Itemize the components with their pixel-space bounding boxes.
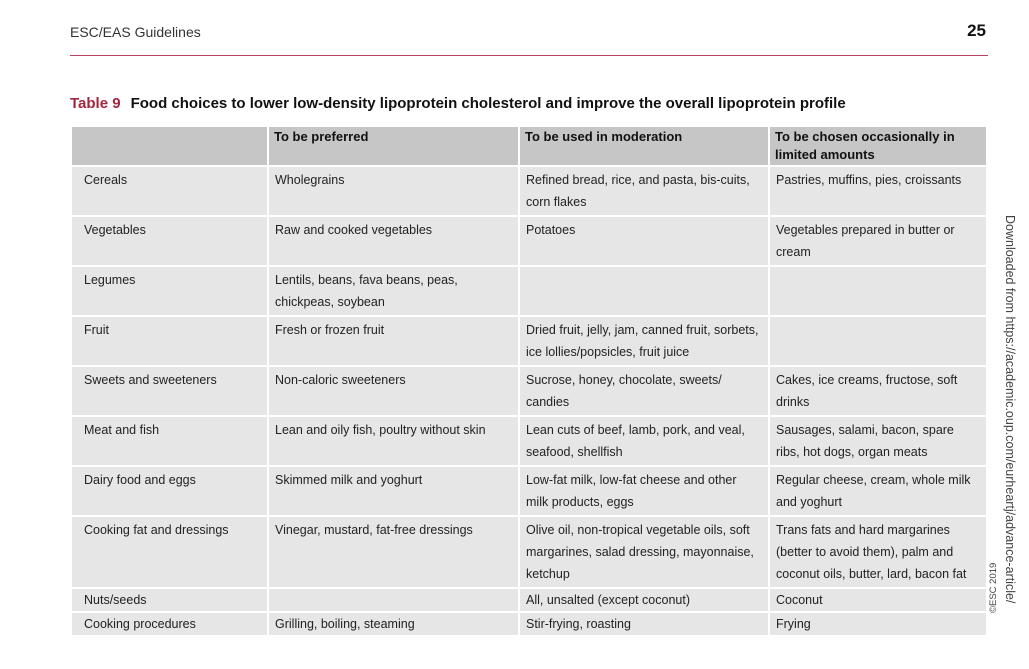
food-category: Cereals <box>71 166 268 216</box>
copyright-note: ©ESC 2019 <box>988 562 999 613</box>
moderation-cell: Olive oil, non-tropical vegetable oils, soft margarines, salad dressing, mayonnaise, ketchup <box>519 516 769 588</box>
food-category: Dairy food and eggs <box>71 466 268 516</box>
food-category: Sweets and sweeteners <box>71 366 268 416</box>
moderation-cell <box>519 266 769 316</box>
preferred-cell: Wholegrains <box>268 166 519 216</box>
occasional-cell: Frying <box>769 612 987 636</box>
table-row <box>71 466 987 516</box>
moderation-cell: Stir-frying, roasting <box>519 612 769 636</box>
table-row <box>71 366 987 416</box>
food-category: Meat and fish <box>71 416 268 466</box>
preferred-cell: Vinegar, mustard, fat-free dressings <box>268 516 519 588</box>
food-category: Cooking fat and dressings <box>71 516 268 588</box>
occasional-cell: Pastries, muffins, pies, croissants <box>769 166 987 216</box>
table-caption-title: Food choices to lower low-density lipoprotein cholesterol and improve the overall lipoprotein profile <box>130 95 846 112</box>
table-row <box>71 216 987 266</box>
moderation-cell: Lean cuts of beef, lamb, pork, and veal, seafood, shellfish <box>519 416 769 466</box>
food-category: Vegetables <box>71 216 268 266</box>
header-cell-moderation: To be used in moderation <box>519 126 769 166</box>
food-category: Cooking procedures <box>71 612 268 636</box>
preferred-cell: Lean and oily fish, poultry without skin <box>268 416 519 466</box>
preferred-cell: Lentils, beans, fava beans, peas, chickpeas, soybean <box>268 266 519 316</box>
occasional-cell: Regular cheese, cream, whole milk and yoghurt <box>769 466 987 516</box>
food-choices-table <box>70 125 988 637</box>
moderation-cell: Low-fat milk, low-fat cheese and other milk products, eggs <box>519 466 769 516</box>
table-row <box>71 416 987 466</box>
table-row <box>71 166 987 216</box>
moderation-cell: Refined bread, rice, and pasta, bis-cuits, corn flakes <box>519 166 769 216</box>
table-row <box>71 316 987 366</box>
preferred-cell: Raw and cooked vegetables <box>268 216 519 266</box>
table-row <box>71 516 987 588</box>
moderation-cell: Potatoes <box>519 216 769 266</box>
moderation-cell: All, unsalted (except coconut) <box>519 588 769 612</box>
preferred-cell: Skimmed milk and yoghurt <box>268 466 519 516</box>
occasional-cell: Cakes, ice creams, fructose, soft drinks <box>769 366 987 416</box>
food-category: Nuts/seeds <box>71 588 268 612</box>
page-number: 25 <box>967 21 986 40</box>
occasional-cell: Trans fats and hard margarines (better to avoid them), palm and coconut oils, butter, lard, bacon fat <box>769 516 987 588</box>
table-row <box>71 588 987 612</box>
header-divider <box>70 55 988 56</box>
preferred-cell: Fresh or frozen fruit <box>268 316 519 366</box>
food-category: Fruit <box>71 316 268 366</box>
food-category: Legumes <box>71 266 268 316</box>
occasional-cell: Sausages, salami, bacon, spare ribs, hot dogs, organ meats <box>769 416 987 466</box>
table-caption-label: Table 9 <box>70 95 121 112</box>
moderation-cell: Sucrose, honey, chocolate, sweets/ candies <box>519 366 769 416</box>
download-source-note: Downloaded from https://academic.oup.com/eurheartj/advance-article/ <box>1003 215 1017 604</box>
occasional-cell <box>769 266 987 316</box>
occasional-cell: Coconut <box>769 588 987 612</box>
preferred-cell <box>268 588 519 612</box>
table-row <box>71 612 987 636</box>
header-cell-preferred: To be preferred <box>268 126 519 166</box>
moderation-cell: Dried fruit, jelly, jam, canned fruit, sorbets, ice lollies/popsicles, fruit juice <box>519 316 769 366</box>
table-caption <box>70 95 846 112</box>
table-row <box>71 266 987 316</box>
preferred-cell: Non-caloric sweeteners <box>268 366 519 416</box>
header-cell-occasionally: To be chosen occasionally in limited amounts <box>769 126 987 166</box>
occasional-cell <box>769 316 987 366</box>
header-cell-category <box>71 126 268 166</box>
preferred-cell: Grilling, boiling, steaming <box>268 612 519 636</box>
journal-header: ESC/EAS Guidelines <box>70 24 201 40</box>
table-header-row <box>71 126 987 166</box>
occasional-cell: Vegetables prepared in butter or cream <box>769 216 987 266</box>
